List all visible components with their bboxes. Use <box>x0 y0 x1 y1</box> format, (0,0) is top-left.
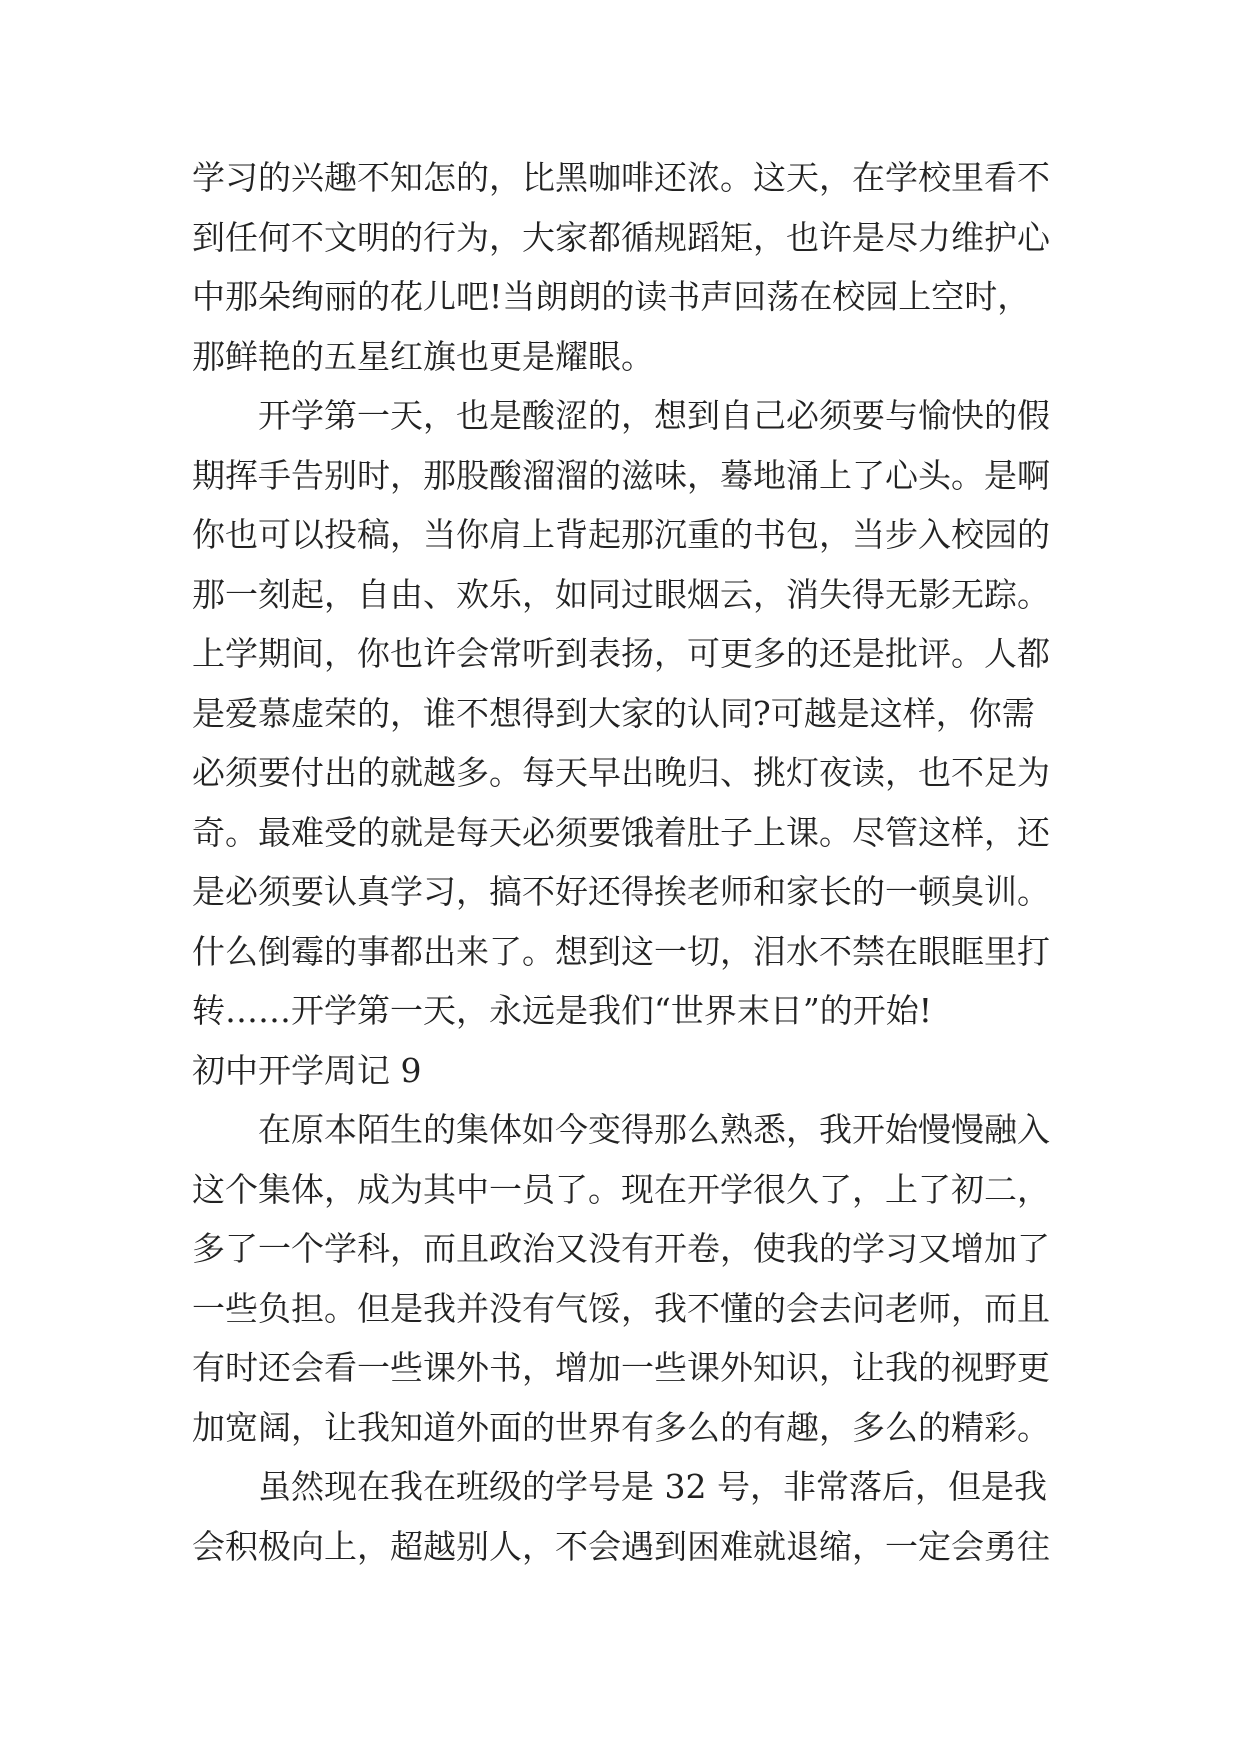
text-line: 一些负担。但是我并没有气馁，我不懂的会去问老师，而且 <box>192 1288 1050 1328</box>
text-line: 多了一个学科，而且政治又没有开卷，使我的学习又增加了 <box>192 1229 1050 1268</box>
paragraph-first-line: 开学第一天，也是酸涩的，想到自己必须要与愉快的假 <box>258 396 1050 435</box>
text-line: 什么倒霉的事都出来了。想到这一切，泪水不禁在眼眶里打 <box>192 931 1050 971</box>
text-line: 转……开学第一天，永远是我们“世界末日”的开始! <box>192 991 933 1030</box>
text-line: 期挥手告别时，那股酸溜溜的滋味，蓦地涌上了心头。是啊 <box>192 455 1050 495</box>
text-line: 这个集体，成为其中一员了。现在开学很久了，上了初二， <box>192 1169 1050 1209</box>
text-line: 有时还会看一些课外书，增加一些课外知识，让我的视野更 <box>192 1348 1050 1387</box>
document-body <box>192 148 1072 1576</box>
text-line: 会积极向上，超越别人，不会遇到困难就退缩，一定会勇往 <box>192 1526 1050 1566</box>
text-line: 奇。最难受的就是每天必须要饿着肚子上课。尽管这样，还 <box>192 812 1050 852</box>
text-line: 那鲜艳的五星红旗也更是耀眼。 <box>192 336 654 376</box>
text-line: 上学期间，你也许会常听到表扬，可更多的还是批评。人都 <box>192 634 1050 673</box>
text-line: 那一刻起，自由、欢乐，如同过眼烟云，消失得无影无踪。 <box>192 574 1050 614</box>
section-heading: 初中开学周记 9 <box>192 1050 422 1090</box>
text-line: 加宽阔，让我知道外面的世界有多么的有趣，多么的精彩。 <box>192 1407 1050 1447</box>
paragraph-first-line: 在原本陌生的集体如今变得那么熟悉，我开始慢慢融入 <box>258 1110 1050 1149</box>
paragraph-first-line: 虽然现在我在班级的学号是 32 号，非常落后，但是我 <box>258 1467 1047 1506</box>
text-line: 是必须要认真学习，搞不好还得挨老师和家长的一顿臭训。 <box>192 872 1050 911</box>
text-line: 你也可以投稿，当你肩上背起那沉重的书包，当步入校园的 <box>192 515 1050 554</box>
text-line: 到任何不文明的行为，大家都循规蹈矩，也许是尽力维护心 <box>192 217 1050 257</box>
text-line: 必须要付出的就越多。每天早出晚归、挑灯夜读，也不足为 <box>192 753 1050 792</box>
text-line: 是爱慕虚荣的，谁不想得到大家的认同?可越是这样，你需 <box>192 693 1035 733</box>
text-line: 学习的兴趣不知怎的，比黑咖啡还浓。这天，在学校里看不 <box>192 158 1050 197</box>
text-line: 中那朵绚丽的花儿吧!当朗朗的读书声回荡在校园上空时， <box>192 277 1031 316</box>
